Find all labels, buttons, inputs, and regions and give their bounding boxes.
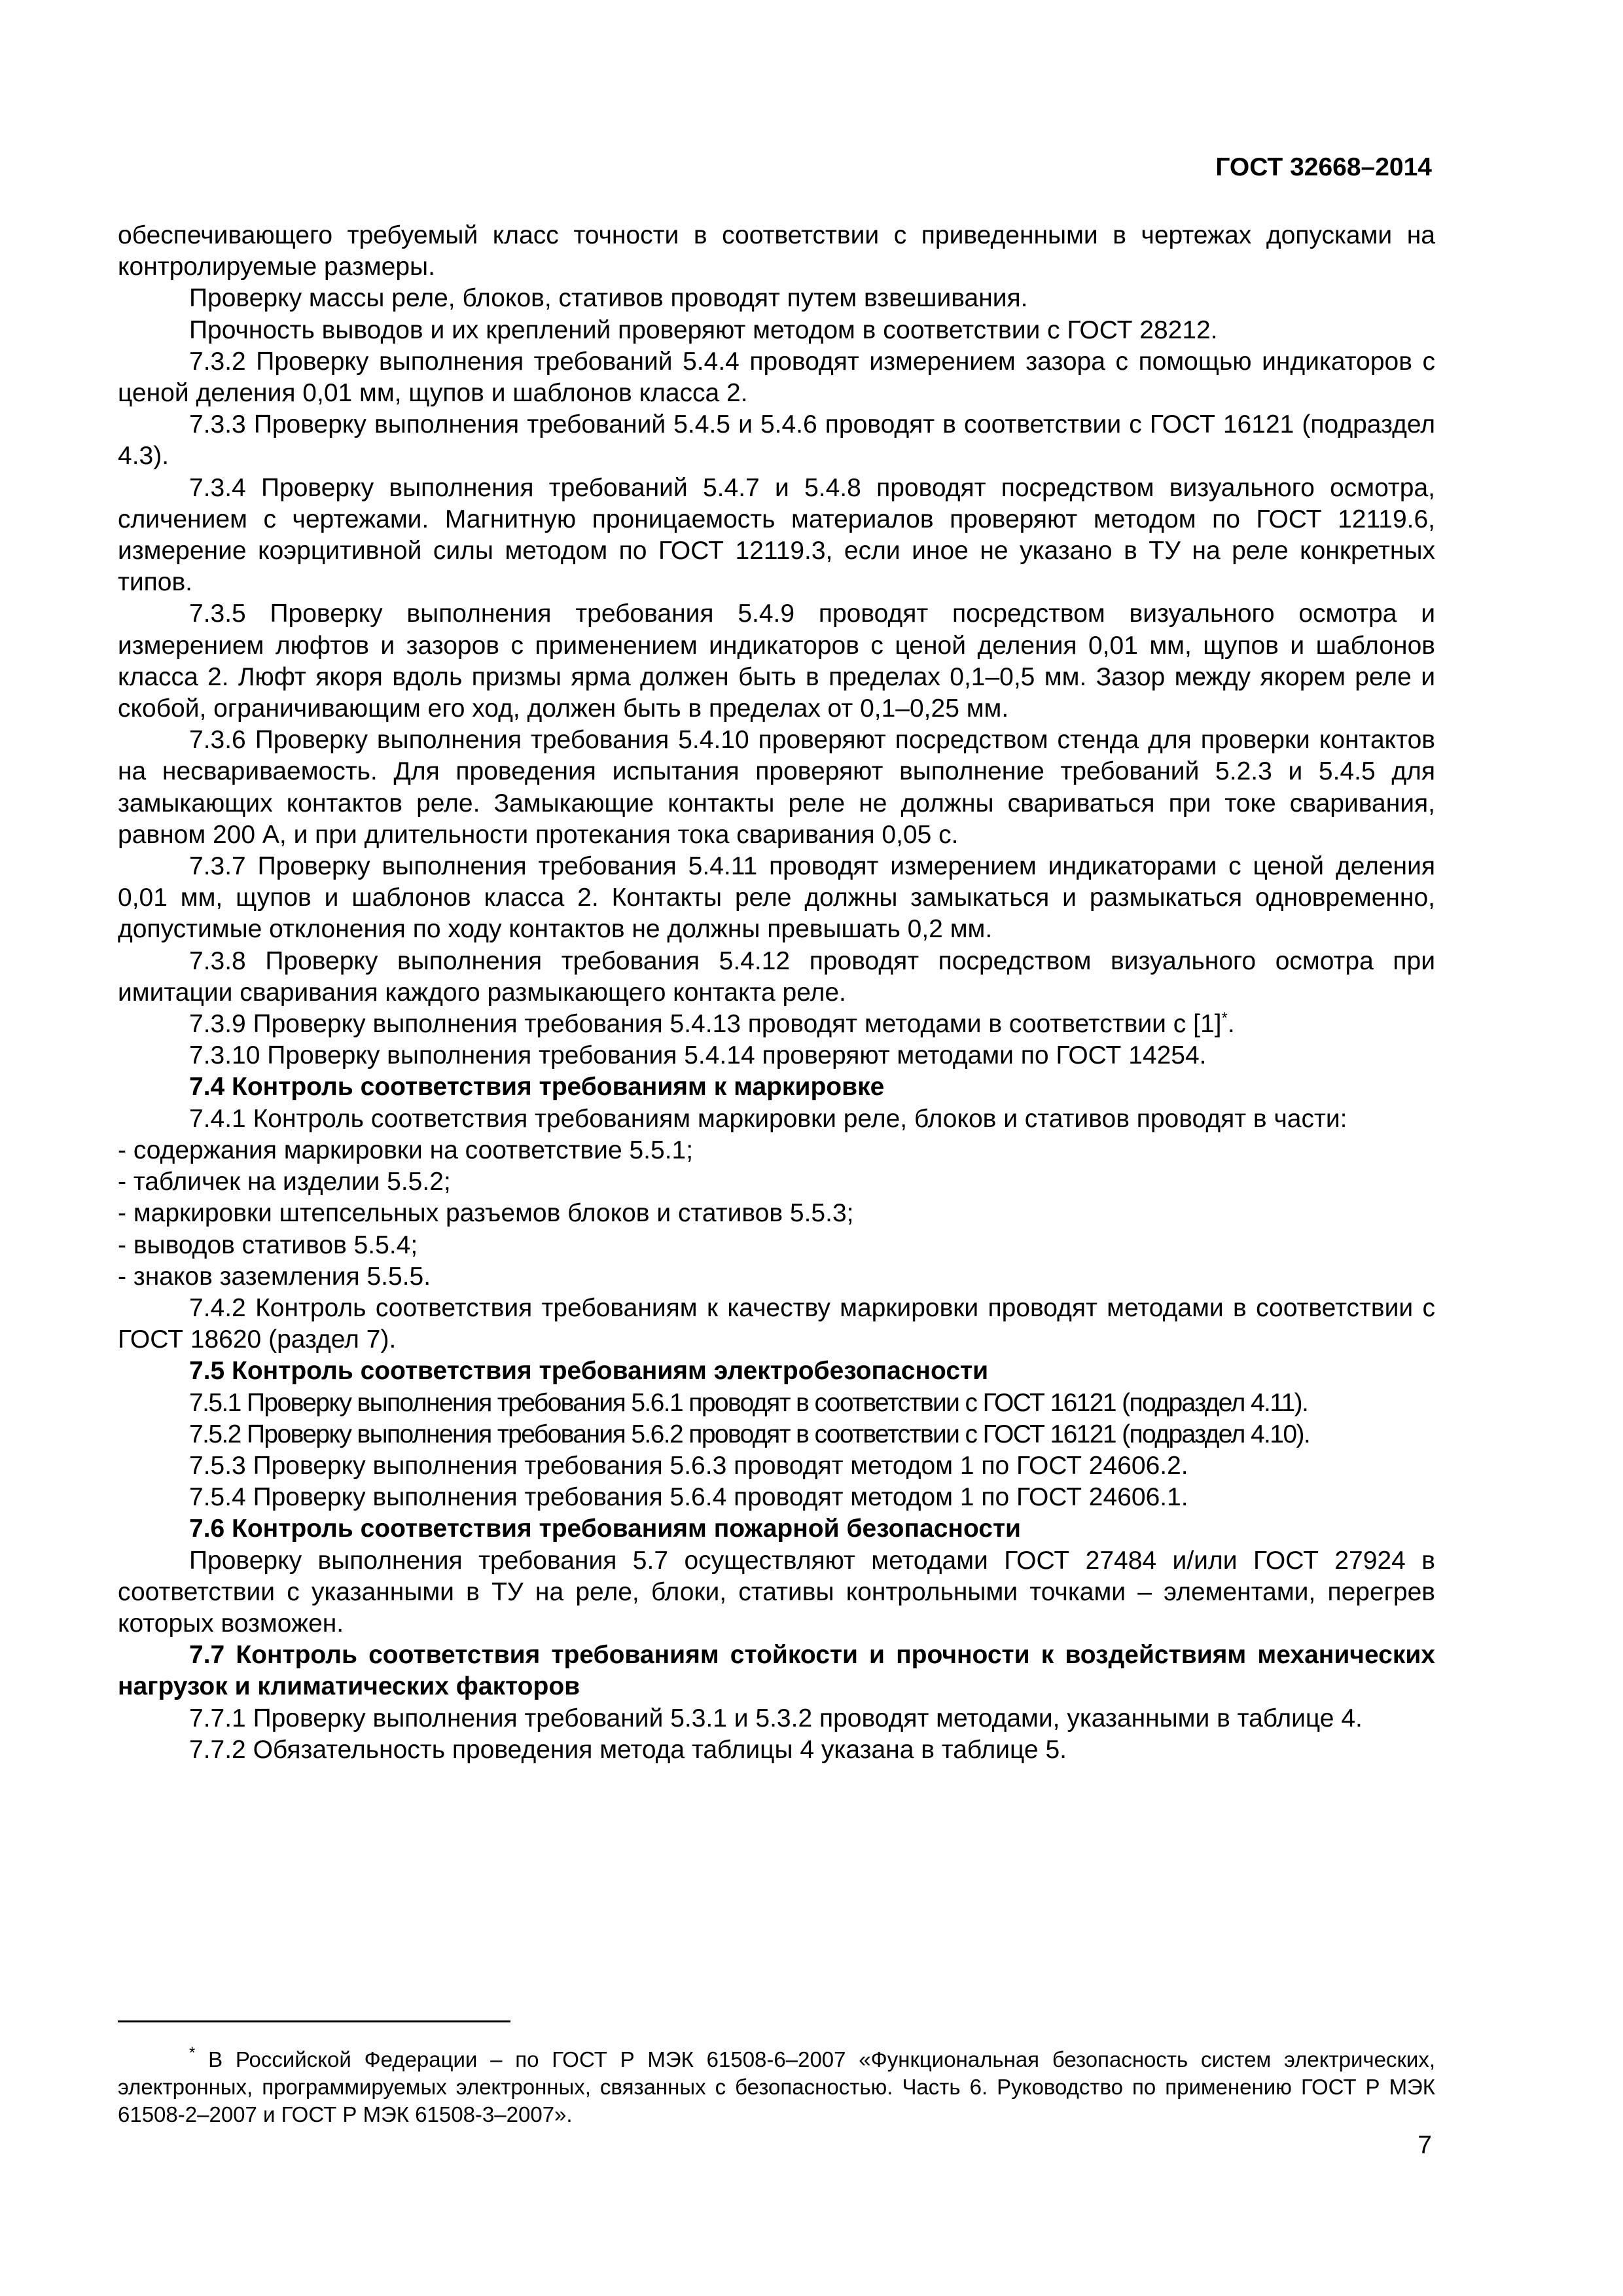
list-item: - табличек на изделии 5.5.2; <box>118 1168 451 1196</box>
clause-7-7-2: 7.7.2 Обязательность проведения метода таблицы 4 указана в таблице 5. <box>189 1735 1067 1764</box>
section-heading-7-6: 7.6 Контроль соответствия требованиям пожарной безопасности <box>189 1515 1022 1543</box>
footnote-text: В Российской Федерации – по ГОСТ Р МЭК 61508-6–2007 «Функциональная безопасность систем электрических, электронных, программируемых электронных, связанных с безопасностью. Часть 6. Руководство по применению ГОСТ Р МЭК 61508-2–2007 и ГОСТ Р МЭК 61508-3–2007». <box>118 2047 1435 2126</box>
clause-7-4-2: 7.4.2 Контроль соответствия требованиям к качеству маркировки проводят методами в соответствии с ГОСТ 18620 (раздел 7). <box>118 1293 1435 1354</box>
clause-7-3-2: 7.3.2 Проверку выполнения требований 5.4.4 проводят измерением зазора с помощью индикаторов с ценой деления 0,01 мм, щупов и шаблонов класса 2. <box>118 347 1435 408</box>
clause-7-5-3: 7.5.3 Проверку выполнения требования 5.6.3 проводят методом 1 по ГОСТ 24606.2. <box>189 1451 1188 1480</box>
document-body <box>118 220 1435 1766</box>
footnote <box>118 2046 1435 2128</box>
clause-7-5-4: 7.5.4 Проверку выполнения требования 5.6.4 проводят методом 1 по ГОСТ 24606.1. <box>189 1483 1188 1512</box>
clause-7-3-10: 7.3.10 Проверку выполнения требования 5.4.14 проверяют методами по ГОСТ 14254. <box>189 1041 1207 1070</box>
list-item: - знаков заземления 5.5.5. <box>118 1262 431 1291</box>
list-item: - выводов стативов 5.5.4; <box>118 1230 418 1259</box>
document-header: ГОСТ 32668–2014 <box>1215 153 1432 181</box>
clause-7-3-9 <box>118 1009 1435 1040</box>
clause-7-3-7: 7.3.7 Проверку выполнения требования 5.4.11 проводят измерением индикаторами с ценой деления 0,01 мм, щупов и шаблонов класса 2. Контакты реле должны замыкаться и размыкаться одновременно, допустимые отклонения по ходу контактов не должны превышать 0,2 мм. <box>118 852 1435 944</box>
clause-7-3-9-text: 7.3.9 Проверку выполнения требования 5.4.13 проводят методами в соответствии с [1] <box>189 1010 1222 1039</box>
section-heading-7-7: 7.7 Контроль соответствия требованиям стойкости и прочности к воздействиям механических нагрузок и климатических факторов <box>118 1641 1435 1701</box>
section-heading-7-4: 7.4 Контроль соответствия требованиям к маркировке <box>189 1073 885 1102</box>
section-heading-7-5: 7.5 Контроль соответствия требованиям электробезопасности <box>189 1357 989 1386</box>
clause-7-3-6: 7.3.6 Проверку выполнения требования 5.4.10 проверяют посредством стенда для проверки контактов на несвариваемость. Для проведения испытания проверяют выполнение требований 5.2.3 и 5.4.5 для замыкающих контактов реле. Замыкающие контакты реле не должны свариваться при токе сваривания, равном 200 А, и при длительности протекания тока сваривания 0,05 с. <box>118 726 1435 849</box>
paragraph-fire-safety: Проверку выполнения требования 5.7 осуществляют методами ГОСТ 27484 и/или ГОСТ 27924 в соответствии с указанными в ТУ на реле, блоки, стативы контрольными точками – элементами, перегрев которых возможен. <box>118 1546 1435 1638</box>
clause-7-4-1: 7.4.1 Контроль соответствия требованиям маркировки реле, блоков и стативов проводят в части: <box>189 1104 1347 1133</box>
footnote-marker: * <box>189 2044 196 2062</box>
page-number: 7 <box>1418 2131 1432 2159</box>
list-item: - маркировки штепсельных разъемов блоков и стативов 5.5.3; <box>118 1199 854 1228</box>
paragraph-continuation: обеспечивающего требуемый класс точности в соответствии с приведенными в чертежах допусками на контролируемые размеры. <box>118 221 1435 281</box>
footnote-separator <box>118 2020 510 2022</box>
paragraph-terminal-strength: Прочность выводов и их креплений проверяют методом в соответствии с ГОСТ 28212. <box>189 315 1218 344</box>
clause-7-5-1: 7.5.1 Проверку выполнения требования 5.6.1 проводят в соответствии с ГОСТ 16121 (подраздел 4.11). <box>189 1388 1308 1417</box>
clause-7-3-3: 7.3.3 Проверку выполнения требований 5.4.5 и 5.4.6 проводят в соответствии с ГОСТ 16121 (подраздел 4.3). <box>118 410 1435 471</box>
clause-7-7-1: 7.7.1 Проверку выполнения требований 5.3.1 и 5.3.2 проводят методами, указанными в таблице 4. <box>189 1704 1363 1732</box>
clause-7-3-8: 7.3.8 Проверку выполнения требования 5.4.12 проводят посредством визуального осмотра при имитации сваривания каждого размыкающего контакта реле. <box>118 946 1435 1007</box>
clause-7-5-2: 7.5.2 Проверку выполнения требования 5.6.2 проводят в соответствии с ГОСТ 16121 (подраздел 4.10). <box>189 1420 1310 1448</box>
list-item: - содержания маркировки на соответствие 5.5.1; <box>118 1136 694 1164</box>
clause-7-3-5: 7.3.5 Проверку выполнения требования 5.4.9 проводят посредством визуального осмотра и измерением люфтов и зазоров с применением индикаторов с ценой деления 0,01 мм, щупов и шаблонов класса 2. Люфт якоря вдоль призмы ярма должен быть в пределах 0,1–0,5 мм. Зазор между якорем реле и скобой, ограничивающим его ход, должен быть в пределах от 0,1–0,25 мм. <box>118 600 1435 723</box>
clause-7-3-9-period: . <box>1227 1010 1235 1039</box>
paragraph-mass-check: Проверку массы реле, блоков, стативов проводят путем взвешивания. <box>189 284 1028 313</box>
clause-7-3-4: 7.3.4 Проверку выполнения требований 5.4.7 и 5.4.8 проводят посредством визуального осмотра, сличением с чертежами. Магнитную проницаемость материалов проверяют методом по ГОСТ 12119.6, измерение коэрцитивной силы методом по ГОСТ 12119.3, если иное не указано в ТУ на реле конкретных типов. <box>118 473 1435 597</box>
footnote-reference: * <box>1221 1009 1228 1028</box>
